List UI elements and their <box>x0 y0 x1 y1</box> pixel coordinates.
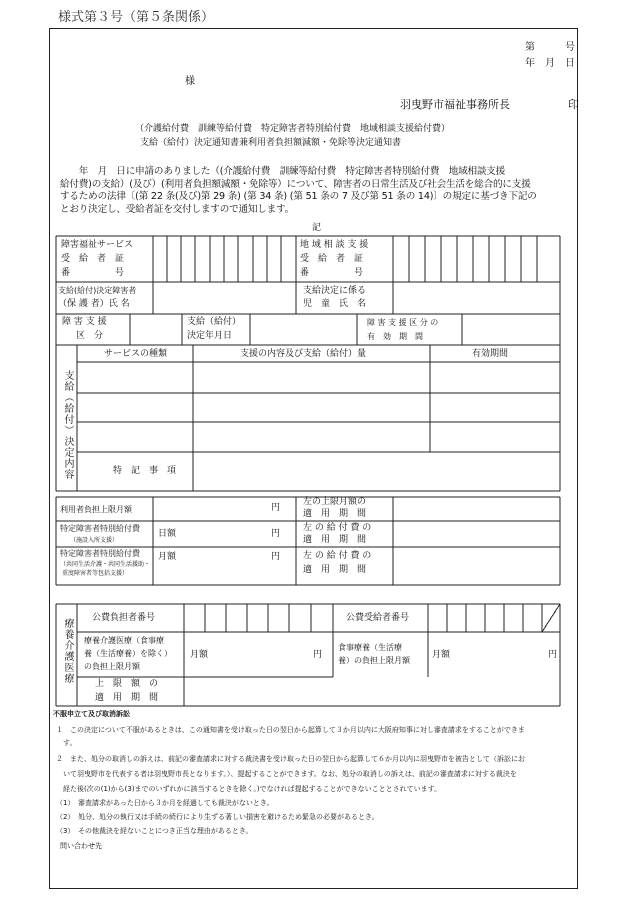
child-name-label: 支給決定に係る <box>303 286 367 296</box>
kohi-futan-label: 公費負担者番号 <box>92 613 156 623</box>
ryoyo-side-label: 療養介護医療 <box>62 618 73 684</box>
title-line1: （介護給付費 訓練等給付費 特定障害者特別給付費 地域相談支援給付費） <box>135 124 451 134</box>
body-line: するための法律〔(第 22 条(及び)第 29 条) (第 34 条) (第 51 条の 7 及び第 51 条の 14)〕の規定に基づき下記の <box>60 191 537 203</box>
getsugaku-label: 月額 <box>158 552 177 562</box>
svc-number-label: 受 給 者 証 <box>61 254 125 264</box>
period-label: 左 の 給 付 費 の <box>303 551 372 561</box>
child-name-label: 児 童 氏 名 <box>303 299 367 309</box>
yen-label: 円 <box>271 529 281 539</box>
note-line: （2） 処分、処分の執行又は手続の続行により生ずる著しい損害を避けるため緊急の必要があるとき。 <box>56 813 379 821</box>
chiiki-number-label: 受 給 者 証 <box>300 254 364 264</box>
svc-number-label: 番 号 <box>61 268 125 278</box>
kubun-period-label: 有 効 期 間 <box>367 332 423 341</box>
form-number-label: 様式第３号（第５条関係） <box>58 10 215 25</box>
jogen-period-label: 上 限 額 の <box>95 679 159 689</box>
tokutei-label: 特定障害者特別給付費 <box>60 524 140 533</box>
yen-label: 円 <box>271 503 281 513</box>
kubun-period-label: 障 害 支 援 区 分 の <box>367 318 439 327</box>
ki-label: 記 <box>312 223 322 233</box>
ryoyo-limit-label: 養（生活療養）を除く） <box>84 649 172 658</box>
issuer-name: 羽曳野市福祉事務所長 <box>400 98 510 111</box>
contact-label: 問い合わせ先 <box>60 842 102 850</box>
col-header-valid-period: 有効期間 <box>472 349 509 359</box>
ryoyo-limit-label: の負担上限月額 <box>84 662 140 671</box>
shokuji-limit-label: 食事療養（生活療 <box>338 643 402 652</box>
kettei-name-label: （保 護 者）氏 名 <box>58 299 130 309</box>
notes-heading: 不服申立て及び取消訴訟 <box>53 710 130 718</box>
note-line: １ この決定について不服があるときは、この通知書を受け取った日の翌日から起算して３か月以内に大阪府知事に対し審査請求をすることができま <box>56 726 525 734</box>
kettei-date-label: 支給（給付） <box>187 317 242 327</box>
note-line: いて羽曳野市を代表する者は羽曳野市長となります。）、提起することができます。なお、処分の取消しの訴えは、前記の審査請求に対する裁決を <box>56 770 517 778</box>
document-number: 第 号 <box>525 42 575 53</box>
getsugaku-label: 月額 <box>432 650 451 660</box>
futan-limit-label: 利用者負担上限月額 <box>60 505 132 514</box>
svc-number-label: 障害福祉サービス <box>61 240 134 250</box>
kettei-date-label: 決定年月日 <box>187 331 233 341</box>
tokutei2-label: 特定障害者特別給付費 <box>60 549 140 558</box>
col-header-support-content: 支援の内容及び支給（給付）量 <box>240 349 367 359</box>
chiiki-number-label: 番 号 <box>300 268 364 278</box>
note-line: す。 <box>56 739 77 747</box>
period-label: 適 用 期 間 <box>303 509 367 519</box>
tokutei2-sub-label: 重度障害者等包括支援） <box>62 570 129 577</box>
ryoyo-limit-label: 療養介護医療（食事療 <box>84 636 164 645</box>
yen-label: 円 <box>548 650 558 660</box>
jogen-period-label: 適 用 期 間 <box>95 693 159 703</box>
chiiki-number-label: 地 域 相 談 支 援 <box>300 240 369 250</box>
period-label: 左 の 給 付 費 の <box>303 523 372 533</box>
tokki-label: 特 記 事 項 <box>113 466 177 476</box>
body-line: 年 月 日に申請のありました（(介護給付費 訓練等給付費 特定障害者特別給付費 地域相談支援 <box>60 166 506 177</box>
seal-mark: 印 <box>568 98 579 111</box>
period-label: 適 用 期 間 <box>303 535 367 545</box>
tokutei-sub-label: （施設入所支援） <box>70 537 119 544</box>
note-line: 経た後(次の(1)から(3)までのいずれかに該当するときを除く。)でなければ提起することができないこととされています。 <box>56 785 442 793</box>
tokutei2-sub-label: （共同生活介護・共同生活援助・ <box>60 561 151 568</box>
note-line: ２ また、処分の取消しの訴えは、前記の審査請求に対する裁決書を受け取った日の翌日から起算して６か月以内に羽曳野市を被告として（訴訟にお <box>56 755 525 763</box>
col-header-service-type: サービスの種類 <box>104 349 168 359</box>
period-label: 左の上限月額の <box>303 497 367 507</box>
note-line: （3） その他裁決を経ないことにつき正当な理由があるとき。 <box>56 827 253 835</box>
body-line: 給付費)の支給）(及び）(利用者負担額減額・免除等）について、障害者の日常生活及び社会生活を総合的に支援 <box>60 178 531 190</box>
kettei-content-side-label: 支給（給付）決定内容 <box>62 370 73 480</box>
kubun-label: 障 害 支 援 <box>62 317 107 327</box>
note-line: （1） 審査請求があった日から３か月を経過しても裁決がないとき。 <box>56 799 274 807</box>
period-label: 適 用 期 間 <box>303 565 367 575</box>
addressee-suffix: 様 <box>185 76 195 87</box>
getsugaku-label: 月額 <box>190 650 209 660</box>
shokuji-limit-label: 養）の負担上限月額 <box>338 656 410 665</box>
yen-label: 円 <box>313 650 323 660</box>
yen-label: 円 <box>271 552 281 562</box>
document-date: 年 月 日 <box>525 58 575 69</box>
nichigaku-label: 日額 <box>158 529 177 539</box>
body-line: とおり決定し、受給者証を交付しますので通知します。 <box>60 203 295 215</box>
document-title: 支給（給付）決定通知書兼利用者負担額減額・免除等決定通知書 <box>140 138 402 148</box>
kohi-jukyu-label: 公費受給者番号 <box>346 613 410 623</box>
kettei-name-label: 支給(給付)決定障害者 <box>58 286 137 295</box>
kubun-label: 区 分 <box>76 331 104 341</box>
